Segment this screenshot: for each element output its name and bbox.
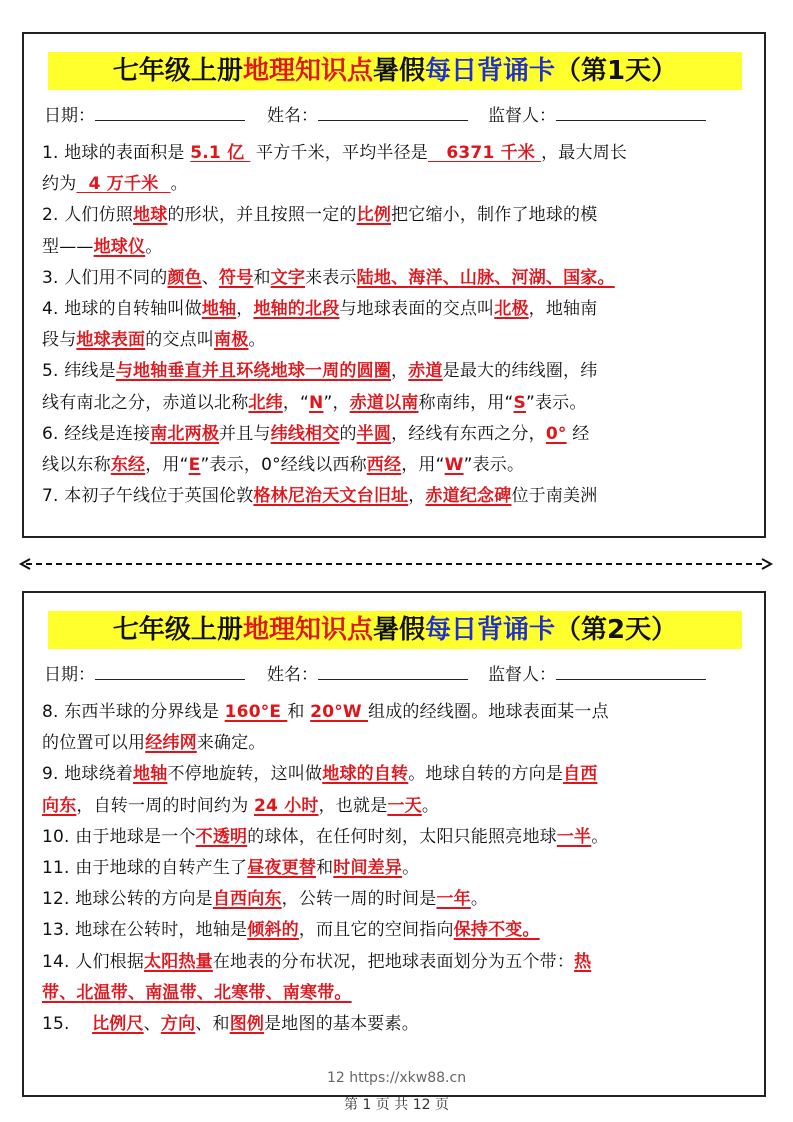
title-part: 地理知识点 <box>242 615 373 645</box>
supervisor-field[interactable] <box>556 102 706 121</box>
item-6: 6. 经线是连接南北两极并且与纬线相交的半圆，经线有东西之分，0° 经 线以东称东经，用“E”表示，0°经线以西称西经，用“W”表示。 <box>42 423 590 476</box>
supervisor-label: 监督人： <box>488 665 556 685</box>
item-9: 9. 地球绕着地轴不停地旋转，这叫做地球的自转。地球自转的方向是自西 向东，自转一周的时间约为 24 小时，也就是一天。 <box>42 764 598 816</box>
title-part: 每日背诵卡 <box>424 615 555 645</box>
meta-row <box>44 661 749 687</box>
item-8: 8. 东西半球的分界线是 160°E 和 20°W 组成的经线圈。地球表面某一点 的位置可以用经纬网来确定。 <box>42 702 609 754</box>
title-part: 七年级上册 <box>112 615 243 645</box>
card-title <box>48 611 742 649</box>
card-title <box>48 52 742 90</box>
item-3: 3. 人们用不同的颜色、符号和文字来表示陆地、海洋、山脉、河湖、国家。 <box>42 267 615 288</box>
name-label: 姓名： <box>267 665 318 685</box>
item-14: 14. 人们根据太阳热量在地表的分布状况，把地球表面划分为五个带：热 带、北温带、南温带、北寒带、南寒带。 <box>42 951 592 1003</box>
title-part: 七年级上册 <box>112 56 243 86</box>
item-11: 11. 由于地球的自转产生了昼夜更替和时间差异。 <box>42 858 420 879</box>
name-field[interactable] <box>318 661 468 680</box>
item-5: 5. 纬线是与地轴垂直并且环绕地球一周的圆圈，赤道是最大的纬线圈，纬 线有南北之分，赤道以北称北纬，“N”，赤道以南称南纬，用“S”表示。 <box>42 361 598 413</box>
title-part: （第1天） <box>554 56 678 86</box>
card-body <box>42 138 754 512</box>
page-number: 第 1 页 共 12 页 <box>344 1097 449 1113</box>
date-field[interactable] <box>95 661 245 680</box>
item-15: 15. 比例尺、方向、和图例是地图的基本要素。 <box>42 1014 419 1035</box>
recitation-card-day-2 <box>22 591 766 1097</box>
name-field[interactable] <box>318 102 468 121</box>
item-12: 12. 地球公转的方向是自西向东，公转一周的时间是一年。 <box>42 889 489 910</box>
item-10: 10. 由于地球是一个不透明的球体，在任何时刻，太阳只能照亮地球一半。 <box>42 826 609 847</box>
item-4: 4. 地球的自转轴叫做地轴，地轴的北段与地球表面的交点叫北极，地轴南 段与地球表面的交点叫南极。 <box>42 299 598 351</box>
title-part: 暑假 <box>372 615 425 645</box>
supervisor-label: 监督人： <box>488 106 556 126</box>
item-2: 2. 人们仿照地球的形状，并且按照一定的比例把它缩小，制作了地球的模 型——地球仪。 <box>42 205 598 257</box>
title-part: （第2天） <box>554 615 678 645</box>
item-13: 13. 地球在公转时，地轴是倾斜的，而且它的空间指向保持不变。 <box>42 920 540 941</box>
supervisor-field[interactable] <box>556 661 706 680</box>
item-1: 1. 地球的表面积是 5.1 亿 平方千米，平均半径是 6371 千米 ，最大周长 约为 4 万千米 。 <box>42 143 628 195</box>
recitation-card-day-1 <box>22 32 766 538</box>
meta-row <box>44 102 749 128</box>
date-label: 日期： <box>44 665 95 685</box>
card-body <box>42 697 754 1040</box>
title-part: 暑假 <box>372 56 425 86</box>
item-7: 7. 本初子午线位于英国伦敦格林尼治天文台旧址，赤道纪念碑位于南美洲 <box>42 486 598 507</box>
name-label: 姓名： <box>267 106 318 126</box>
cut-line-arrow <box>18 556 774 572</box>
title-part: 地理知识点 <box>242 56 373 86</box>
date-label: 日期： <box>44 106 95 126</box>
footer-watermark: 12 https://xkw88.cn <box>326 1070 467 1086</box>
title-part: 每日背诵卡 <box>424 56 555 86</box>
date-field[interactable] <box>95 102 245 121</box>
